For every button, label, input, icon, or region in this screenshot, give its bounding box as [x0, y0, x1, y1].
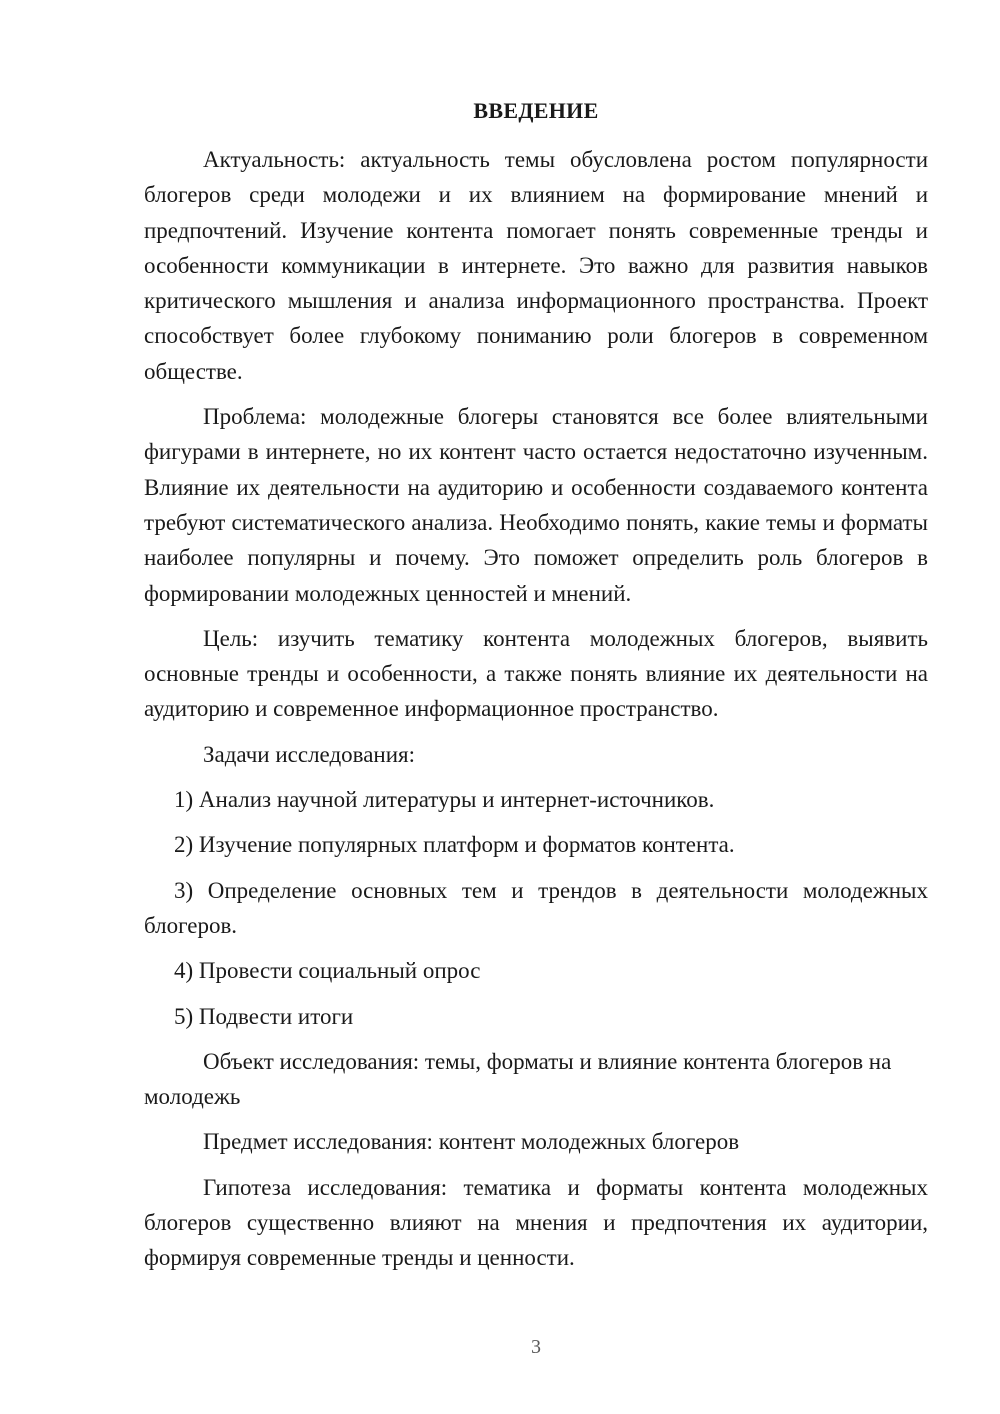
tasks-heading: Задачи исследования:: [203, 741, 416, 767]
paragraph-relevance: Актуальность: актуальность темы обусловлена ростом популярности блогеров среди молодежи и их влиянием на формирование мнений и предпочтений. Изучение контента помогает понять современные тренды и особенности коммуникации в интернете. Это важно для развития навыков критического мышления и анализа информационного пространства. Проект способствует более глубокому пониманию роли блогеров в современном обществе.: [144, 147, 928, 384]
page-number: 3: [531, 1336, 541, 1358]
paragraph-hypothesis: Гипотеза исследования: тематика и форматы контента молодежных блогеров существенно влияют на мнения и предпочтения их аудитории, формируя современные тренды и ценности.: [144, 1174, 928, 1271]
task-item: 5) Подвести итоги: [174, 1003, 354, 1029]
task-item: 2) Изучение популярных платформ и форматов контента.: [174, 832, 735, 858]
task-item: 1) Анализ научной литературы и интернет-источников.: [174, 787, 715, 813]
task-item: 3) Определение основных тем и трендов в деятельности молодежных блогеров.: [144, 877, 928, 938]
paragraph-problem: Проблема: молодежные блогеры становятся все более влиятельными фигурами в интернете, но их контент часто остается недостаточно изученным. Влияние их деятельности на аудиторию и особенности создаваемого контента требуют систематического анализа. Необходимо понять, какие темы и форматы наиболее популярны и почему. Это поможет определить роль блогеров в формировании молодежных ценностей и мнений.: [144, 404, 928, 606]
paragraph-object: Объект исследования: темы, форматы и влияние контента блогеров на молодежь: [144, 1048, 892, 1110]
document-body: [144, 142, 928, 1286]
paragraph-subject: Предмет исследования: контент молодежных блогеров: [203, 1129, 740, 1155]
task-item: 4) Провести социальный опрос: [174, 958, 481, 984]
paragraph-goal: Цель: изучить тематику контента молодежных блогеров, выявить основные тренды и особенности, а также понять влияние их деятельности на аудиторию и современное информационное пространство.: [144, 625, 928, 722]
page-title: ВВЕДЕНИЕ: [473, 98, 599, 123]
